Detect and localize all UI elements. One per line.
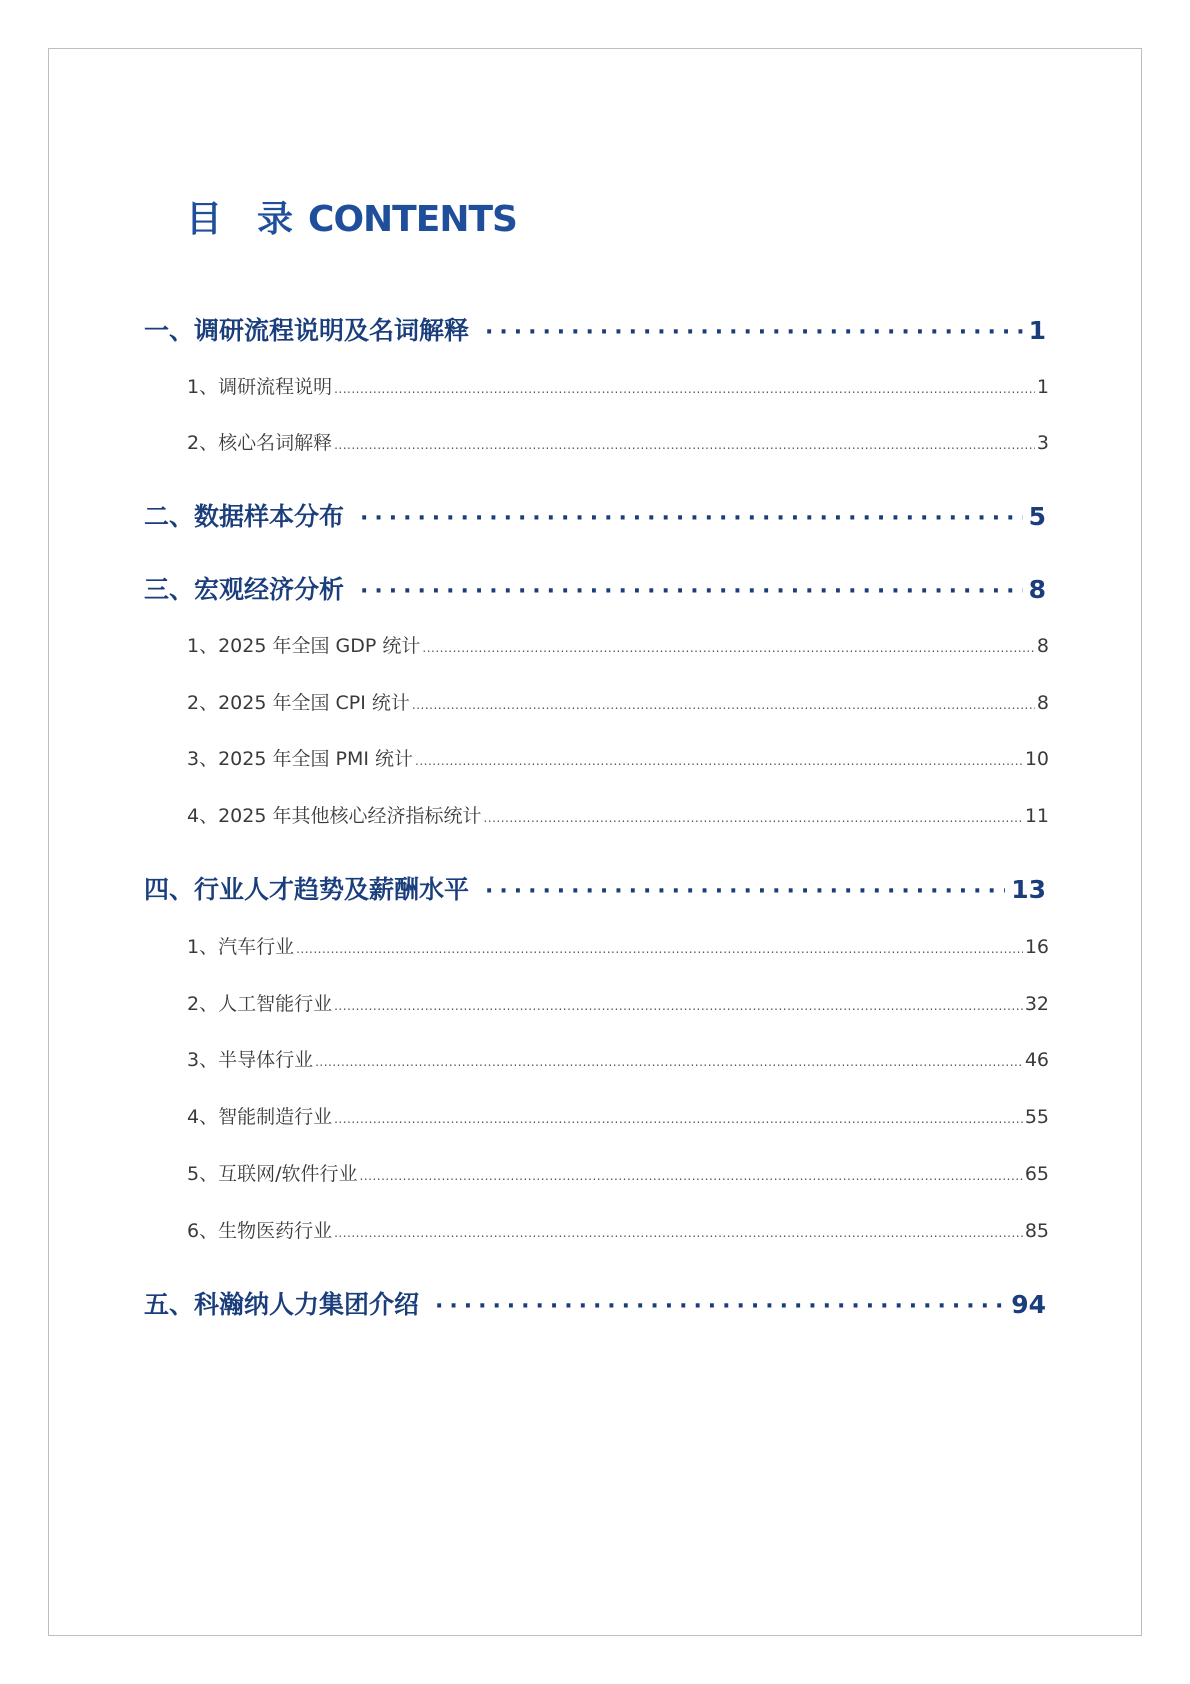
toc-entry-1-2[interactable] xyxy=(187,428,1049,455)
dot-leader xyxy=(334,1226,1023,1240)
dot-leader xyxy=(296,942,1023,956)
toc-entry-label: 3、2025 年全国 PMI 统计 xyxy=(187,748,414,770)
dot-leader xyxy=(483,811,1022,825)
toc-entry-label: 五、科瀚纳人力集团介绍 xyxy=(144,1290,420,1319)
toc-entry-page: 8 xyxy=(1028,575,1046,604)
toc-entry-label: 2、核心名词解释 xyxy=(187,432,333,454)
toc-entry-3-3[interactable] xyxy=(187,744,1049,771)
toc-entry-page: 5 xyxy=(1028,502,1046,531)
dot-leader xyxy=(422,641,1035,655)
toc-entry-label: 3、半导体行业 xyxy=(187,1049,314,1071)
toc-entry-page: 65 xyxy=(1024,1163,1049,1185)
toc-entry-page: 13 xyxy=(1011,875,1046,904)
toc-entry-label: 二、数据样本分布 xyxy=(144,502,345,531)
dot-leader xyxy=(334,1112,1023,1126)
toc-entry-page: 11 xyxy=(1024,805,1049,827)
page-frame xyxy=(48,48,1142,1636)
toc-entry-label: 1、汽车行业 xyxy=(187,936,295,958)
dot-leader xyxy=(360,579,1023,604)
toc-entry-label: 6、生物医药行业 xyxy=(187,1220,333,1242)
toc-entry-label: 1、2025 年全国 GDP 统计 xyxy=(187,635,421,657)
dot-leader xyxy=(415,754,1023,768)
toc-entry-page: 32 xyxy=(1024,993,1049,1015)
toc-entry-label: 2、2025 年全国 CPI 统计 xyxy=(187,692,410,714)
toc-entry-section-4[interactable] xyxy=(144,870,1046,906)
toc-entry-label: 三、宏观经济分析 xyxy=(144,575,345,604)
toc-entry-page: 94 xyxy=(1011,1290,1046,1319)
dot-leader xyxy=(334,999,1023,1013)
toc-entry-section-3[interactable] xyxy=(144,570,1046,606)
toc-entry-4-4[interactable] xyxy=(187,1102,1049,1129)
toc-entry-section-2[interactable] xyxy=(144,497,1046,533)
toc-entry-label: 4、智能制造行业 xyxy=(187,1106,333,1128)
dot-leader xyxy=(485,879,1005,904)
toc-entry-4-6[interactable] xyxy=(187,1216,1049,1243)
toc-entry-page: 46 xyxy=(1024,1049,1049,1071)
toc-entry-page: 1 xyxy=(1028,316,1046,345)
toc-title-zh-1: 目 xyxy=(186,199,224,240)
toc-entry-page: 8 xyxy=(1036,635,1049,657)
toc-entry-label: 1、调研流程说明 xyxy=(187,376,333,398)
toc-entry-page: 10 xyxy=(1024,748,1049,770)
dot-leader xyxy=(435,1294,1005,1319)
dot-leader xyxy=(485,320,1023,345)
toc-entry-page: 1 xyxy=(1036,376,1049,398)
toc-entry-label: 2、人工智能行业 xyxy=(187,993,333,1015)
toc-entry-page: 55 xyxy=(1024,1106,1049,1128)
toc-entry-1-1[interactable] xyxy=(187,372,1049,399)
toc-entry-page: 85 xyxy=(1024,1220,1049,1242)
dot-leader xyxy=(334,382,1035,396)
toc-title-en: CONTENTS xyxy=(308,199,517,240)
toc-entry-4-2[interactable] xyxy=(187,989,1049,1016)
dot-leader xyxy=(360,506,1023,531)
dot-leader xyxy=(315,1055,1023,1069)
toc-entry-page: 16 xyxy=(1024,936,1049,958)
toc-title xyxy=(186,198,517,242)
toc-entry-page: 8 xyxy=(1036,692,1049,714)
toc-entry-label: 5、互联网/软件行业 xyxy=(187,1163,358,1185)
dot-leader xyxy=(412,698,1035,712)
toc-entry-label: 四、行业人才趋势及薪酬水平 xyxy=(144,875,470,904)
toc-entry-section-1[interactable] xyxy=(144,311,1046,347)
toc-entry-3-1[interactable] xyxy=(187,631,1049,658)
toc-entry-4-3[interactable] xyxy=(187,1045,1049,1072)
dot-leader xyxy=(360,1169,1023,1183)
toc-entry-page: 3 xyxy=(1036,432,1049,454)
toc-entry-4-1[interactable] xyxy=(187,932,1049,959)
toc-entry-4-5[interactable] xyxy=(187,1159,1049,1186)
toc-entry-section-5[interactable] xyxy=(144,1285,1046,1321)
toc-entry-label: 4、2025 年其他核心经济指标统计 xyxy=(187,805,482,827)
toc-entry-3-4[interactable] xyxy=(187,801,1049,828)
dot-leader xyxy=(334,438,1035,452)
toc-entry-label: 一、调研流程说明及名词解释 xyxy=(144,316,470,345)
toc-title-zh-2: 录 xyxy=(257,199,295,240)
toc-entry-3-2[interactable] xyxy=(187,688,1049,715)
